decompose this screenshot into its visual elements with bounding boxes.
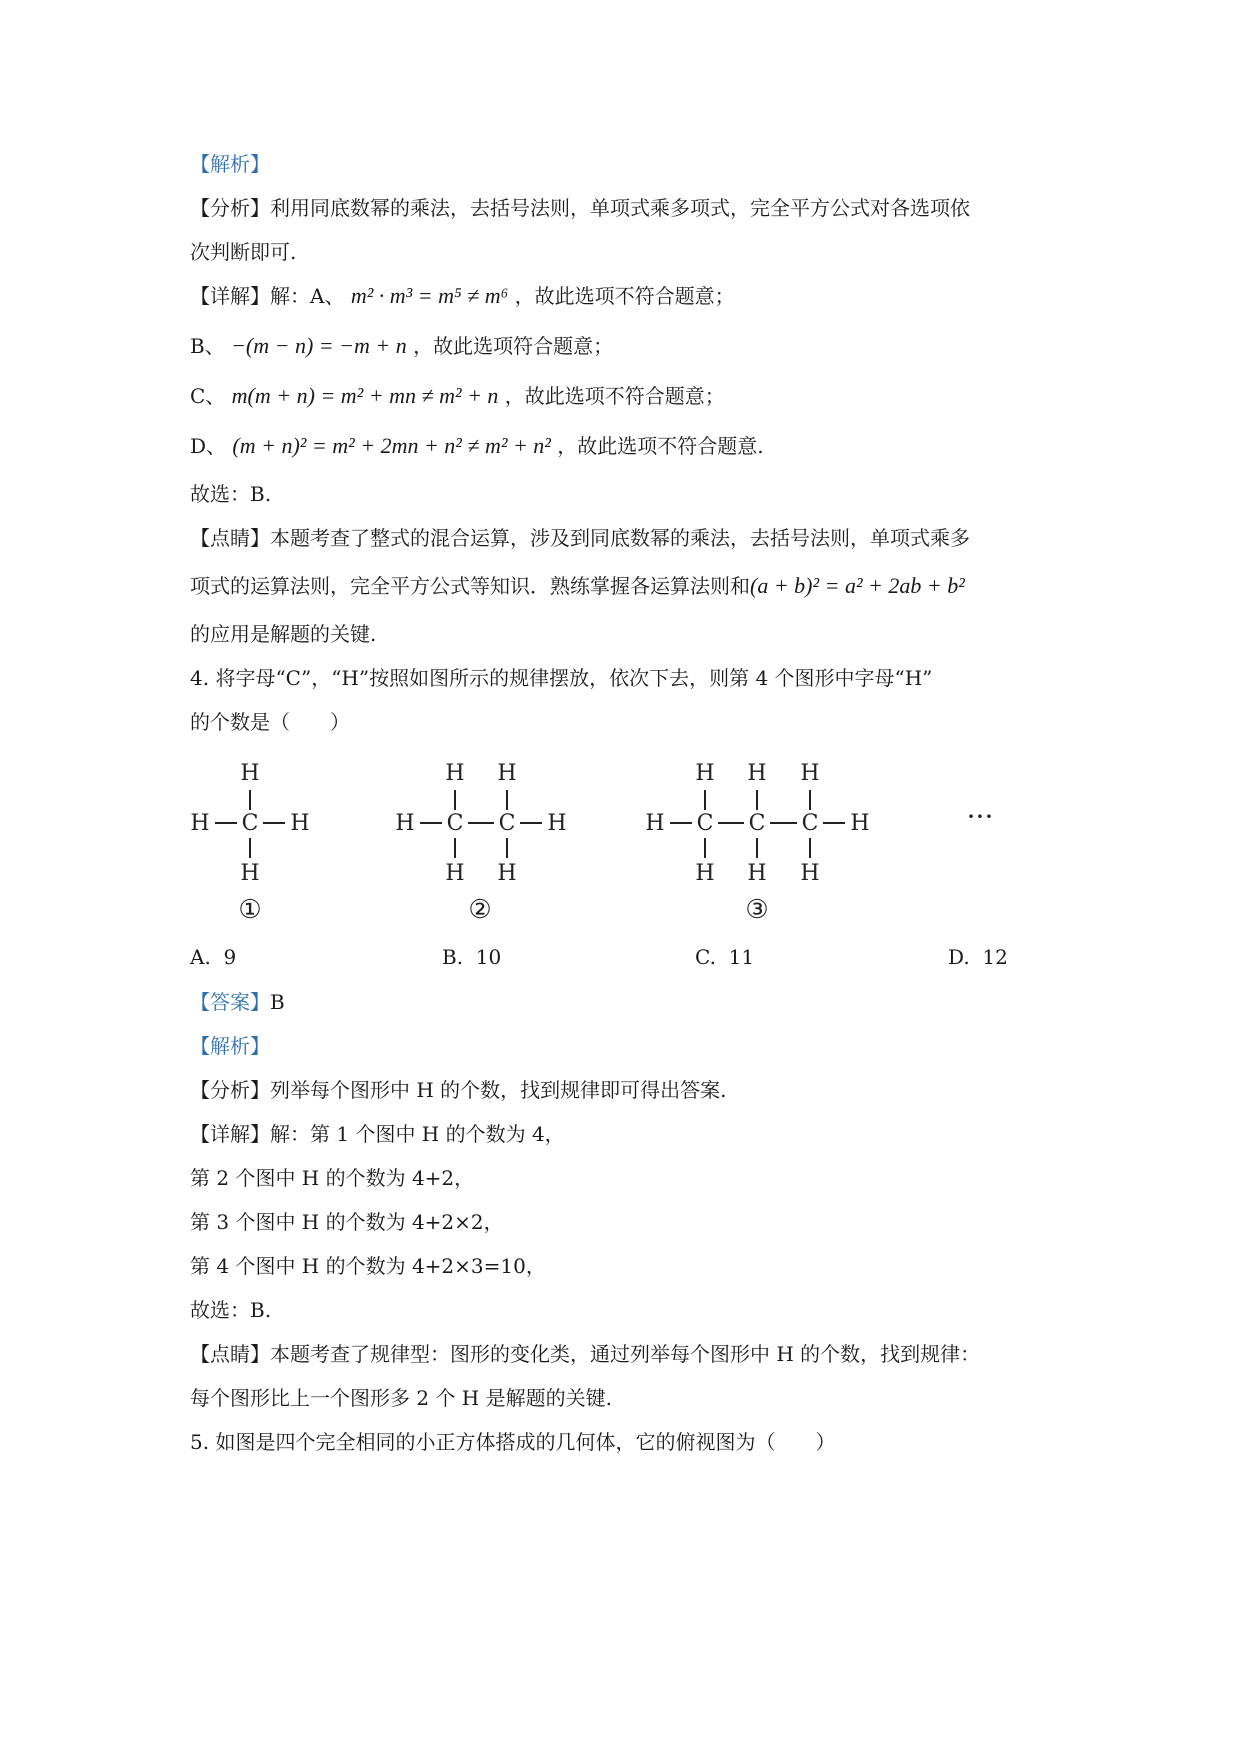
atom-h: H bbox=[747, 761, 767, 786]
choice-conclusion: 故选：B. bbox=[190, 482, 272, 506]
atom-h: H bbox=[290, 811, 310, 836]
xiangjie-tag: 【详解】 bbox=[190, 284, 270, 308]
figure-2 bbox=[395, 761, 566, 925]
atom-h: H bbox=[240, 861, 260, 886]
option-letter: B. bbox=[442, 945, 464, 969]
atom-h: H bbox=[547, 811, 567, 836]
dianjing-text-2: 项式的运算法则，完全平方公式等知识．熟练掌握各运算法则和 bbox=[190, 574, 750, 598]
atom-h: H bbox=[695, 761, 715, 786]
formula-d: (m + n)² = m² + 2mn + n² ≠ m² + n² bbox=[232, 433, 551, 458]
atom-h: H bbox=[445, 761, 465, 786]
atom-h: H bbox=[800, 861, 820, 886]
atom-h: H bbox=[695, 861, 715, 886]
option-letter: C. bbox=[695, 945, 716, 969]
figure-label: ① bbox=[238, 895, 262, 925]
ellipsis: ··· bbox=[966, 800, 994, 833]
option-a bbox=[190, 945, 236, 969]
analysis-tag: 【解析】 bbox=[190, 152, 270, 176]
formula-b: −(m − n) = −m + n bbox=[231, 333, 407, 358]
fenxi-tag: 【分析】 bbox=[190, 1078, 270, 1102]
detail-line-1 bbox=[190, 1120, 565, 1148]
option-c bbox=[695, 945, 754, 969]
option-value: 10 bbox=[475, 945, 502, 969]
answer-line bbox=[190, 988, 285, 1016]
fenxi-tag: 【分析】 bbox=[190, 196, 270, 220]
atom-h: H bbox=[850, 811, 870, 836]
detail-option-c bbox=[190, 382, 725, 410]
dianjing-text-end: 的应用是解题的关键. bbox=[190, 622, 377, 646]
figure-1 bbox=[190, 761, 309, 925]
dianjing-text-cont: 每个图形比上一个图形多 2 个 H 是解题的关键. bbox=[190, 1386, 612, 1410]
formula-square: (a + b)² = a² + 2ab + b² bbox=[750, 573, 965, 598]
atom-h: H bbox=[747, 861, 767, 886]
atom-h: H bbox=[497, 861, 517, 886]
formula-a: m² · m³ = m⁵ ≠ m⁶ bbox=[350, 283, 509, 308]
atom-c: C bbox=[446, 811, 464, 836]
dianjing-paragraph bbox=[190, 1340, 980, 1368]
atom-h: H bbox=[240, 761, 260, 786]
fenxi-text-cont: 次判断即可. bbox=[190, 240, 297, 264]
analysis-paragraph bbox=[190, 194, 970, 222]
atom-c: C bbox=[748, 811, 766, 836]
answer-value: B bbox=[270, 990, 285, 1014]
fenxi-text: 列举每个图形中 H 的个数，找到规律即可得出答案. bbox=[270, 1078, 727, 1102]
detail-d-suffix: ，故此选项不符合题意. bbox=[557, 434, 764, 458]
option-d bbox=[948, 945, 1008, 969]
detail-d-prefix: D、 bbox=[190, 434, 227, 458]
answer-options bbox=[190, 945, 1050, 975]
option-letter: D. bbox=[948, 945, 970, 969]
formula-c: m(m + n) = m² + mn ≠ m² + n bbox=[231, 383, 499, 408]
detail-option-a bbox=[190, 282, 735, 310]
detail-a-prefix: 解：A、 bbox=[270, 284, 345, 308]
figure-label: ③ bbox=[745, 895, 769, 925]
detail-b-prefix: B、 bbox=[190, 334, 225, 358]
atom-h: H bbox=[445, 861, 465, 886]
dianjing-tag: 【点睛】 bbox=[190, 526, 270, 550]
answer-tag: 【答案】 bbox=[190, 990, 270, 1014]
hydrocarbon-pattern-figure bbox=[185, 748, 1065, 938]
atom-c: C bbox=[498, 811, 516, 836]
detail-text: 解：第 1 个图中 H 的个数为 4， bbox=[270, 1122, 565, 1146]
question-4-stem: 4. 将字母“C”，“H”按照如图所示的规律摆放，依次下去，则第 4 个图形中字母“H” bbox=[190, 666, 933, 690]
option-letter: A. bbox=[190, 945, 211, 969]
dianjing-tag: 【点睛】 bbox=[190, 1342, 270, 1366]
detail-option-d bbox=[190, 432, 764, 460]
atom-c: C bbox=[696, 811, 714, 836]
question-5-stem: 5. 如图是四个完全相同的小正方体搭成的几何体，它的俯视图为（ ） bbox=[190, 1430, 836, 1454]
figure-3 bbox=[645, 761, 869, 925]
detail-c-suffix: ，故此选项不符合题意； bbox=[504, 384, 725, 408]
atom-h: H bbox=[645, 811, 665, 836]
xiangjie-tag: 【详解】 bbox=[190, 1122, 270, 1146]
dianjing-text: 本题考查了规律型：图形的变化类，通过列举每个图形中 H 的个数，找到规律： bbox=[270, 1342, 981, 1366]
detail-a-suffix: ，故此选项不符合题意； bbox=[514, 284, 735, 308]
figure-label: ② bbox=[468, 895, 492, 925]
option-b bbox=[442, 945, 501, 969]
atom-h: H bbox=[395, 811, 415, 836]
detail-line-3: 第 3 个图中 H 的个数为 4+2×2， bbox=[190, 1210, 504, 1234]
detail-b-suffix: ，故此选项符合题意； bbox=[413, 334, 614, 358]
detail-line-4: 第 4 个图中 H 的个数为 4+2×3=10， bbox=[190, 1254, 546, 1278]
option-value: 12 bbox=[982, 945, 1008, 969]
detail-c-prefix: C、 bbox=[190, 384, 226, 408]
fenxi-text: 利用同底数幂的乘法，去括号法则，单项式乘多项式，完全平方公式对各选项依 bbox=[270, 196, 970, 220]
analysis-tag: 【解析】 bbox=[190, 1034, 270, 1058]
question-4-stem-cont: 的个数是（ ） bbox=[190, 710, 350, 734]
atom-h: H bbox=[190, 811, 210, 836]
choice-conclusion: 故选：B. bbox=[190, 1298, 272, 1322]
atom-c: C bbox=[241, 811, 259, 836]
dianjing-text: 本题考查了整式的混合运算，涉及到同底数幂的乘法，去括号法则，单项式乘多 bbox=[270, 526, 970, 550]
option-value: 11 bbox=[728, 945, 755, 969]
atom-c: C bbox=[801, 811, 819, 836]
atom-h: H bbox=[800, 761, 820, 786]
fenxi-paragraph bbox=[190, 1076, 727, 1104]
detail-line-2: 第 2 个图中 H 的个数为 4+2， bbox=[190, 1166, 475, 1190]
dianjing-text-cont bbox=[190, 572, 965, 600]
option-value: 9 bbox=[223, 945, 237, 969]
detail-option-b bbox=[190, 332, 613, 360]
atom-h: H bbox=[497, 761, 517, 786]
dianjing-paragraph bbox=[190, 524, 970, 552]
